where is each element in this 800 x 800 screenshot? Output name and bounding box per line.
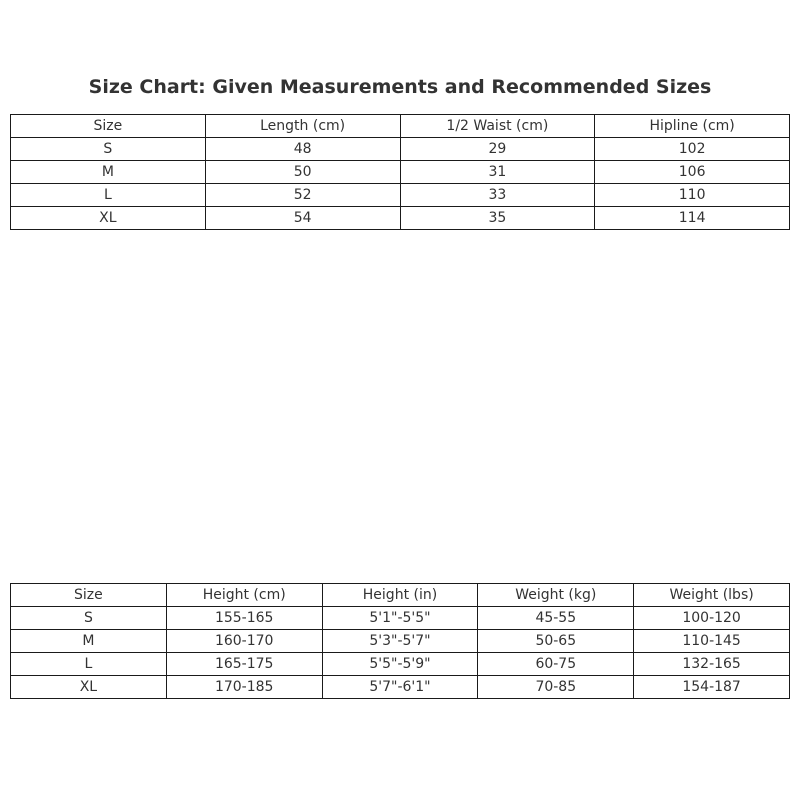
table-cell: 114 xyxy=(595,207,790,230)
table-cell: XL xyxy=(11,676,167,699)
measurements-table xyxy=(10,114,790,230)
table-cell: 110 xyxy=(595,184,790,207)
header-cell-size: Size xyxy=(11,115,206,138)
table-cell: 110-145 xyxy=(634,630,790,653)
table-row xyxy=(11,184,790,207)
table-row xyxy=(11,630,790,653)
table-cell: 170-185 xyxy=(166,676,322,699)
table-cell: 5'3"-5'7" xyxy=(322,630,478,653)
header-cell-height-in: Height (in) xyxy=(322,584,478,607)
table-header-row xyxy=(11,584,790,607)
table-cell: 31 xyxy=(400,161,595,184)
table-cell: 33 xyxy=(400,184,595,207)
table-cell: L xyxy=(11,653,167,676)
table-row xyxy=(11,653,790,676)
recommended-sizes-table xyxy=(10,583,790,699)
table-cell: S xyxy=(11,607,167,630)
table-cell: 106 xyxy=(595,161,790,184)
table-row xyxy=(11,138,790,161)
table-cell: M xyxy=(11,630,167,653)
table-cell: L xyxy=(11,184,206,207)
header-cell-length: Length (cm) xyxy=(205,115,400,138)
table-cell: 50 xyxy=(205,161,400,184)
table-cell: 29 xyxy=(400,138,595,161)
table-cell: 155-165 xyxy=(166,607,322,630)
header-cell-weight-kg: Weight (kg) xyxy=(478,584,634,607)
table-cell: 165-175 xyxy=(166,653,322,676)
table-cell: 5'1"-5'5" xyxy=(322,607,478,630)
table-cell: 102 xyxy=(595,138,790,161)
table-cell: M xyxy=(11,161,206,184)
table-cell: 50-65 xyxy=(478,630,634,653)
table-cell: 60-75 xyxy=(478,653,634,676)
chart-title: Size Chart: Given Measurements and Recommended Sizes xyxy=(88,76,712,98)
table-row xyxy=(11,676,790,699)
table-row xyxy=(11,161,790,184)
table-row xyxy=(11,607,790,630)
table-cell: 100-120 xyxy=(634,607,790,630)
table-cell: 35 xyxy=(400,207,595,230)
table-header-row xyxy=(11,115,790,138)
table-cell: 154-187 xyxy=(634,676,790,699)
table-cell: XL xyxy=(11,207,206,230)
table-cell: 5'7"-6'1" xyxy=(322,676,478,699)
table-cell: 54 xyxy=(205,207,400,230)
header-cell-height-cm: Height (cm) xyxy=(166,584,322,607)
table-row xyxy=(11,207,790,230)
header-cell-weight-lbs: Weight (lbs) xyxy=(634,584,790,607)
table-cell: 45-55 xyxy=(478,607,634,630)
header-cell-hipline: Hipline (cm) xyxy=(595,115,790,138)
header-cell-size: Size xyxy=(11,584,167,607)
table-cell: 132-165 xyxy=(634,653,790,676)
table-cell: 70-85 xyxy=(478,676,634,699)
table-cell: 48 xyxy=(205,138,400,161)
table-cell: 52 xyxy=(205,184,400,207)
table-cell: S xyxy=(11,138,206,161)
header-cell-half-waist: 1/2 Waist (cm) xyxy=(400,115,595,138)
table-cell: 160-170 xyxy=(166,630,322,653)
table-cell: 5'5"-5'9" xyxy=(322,653,478,676)
